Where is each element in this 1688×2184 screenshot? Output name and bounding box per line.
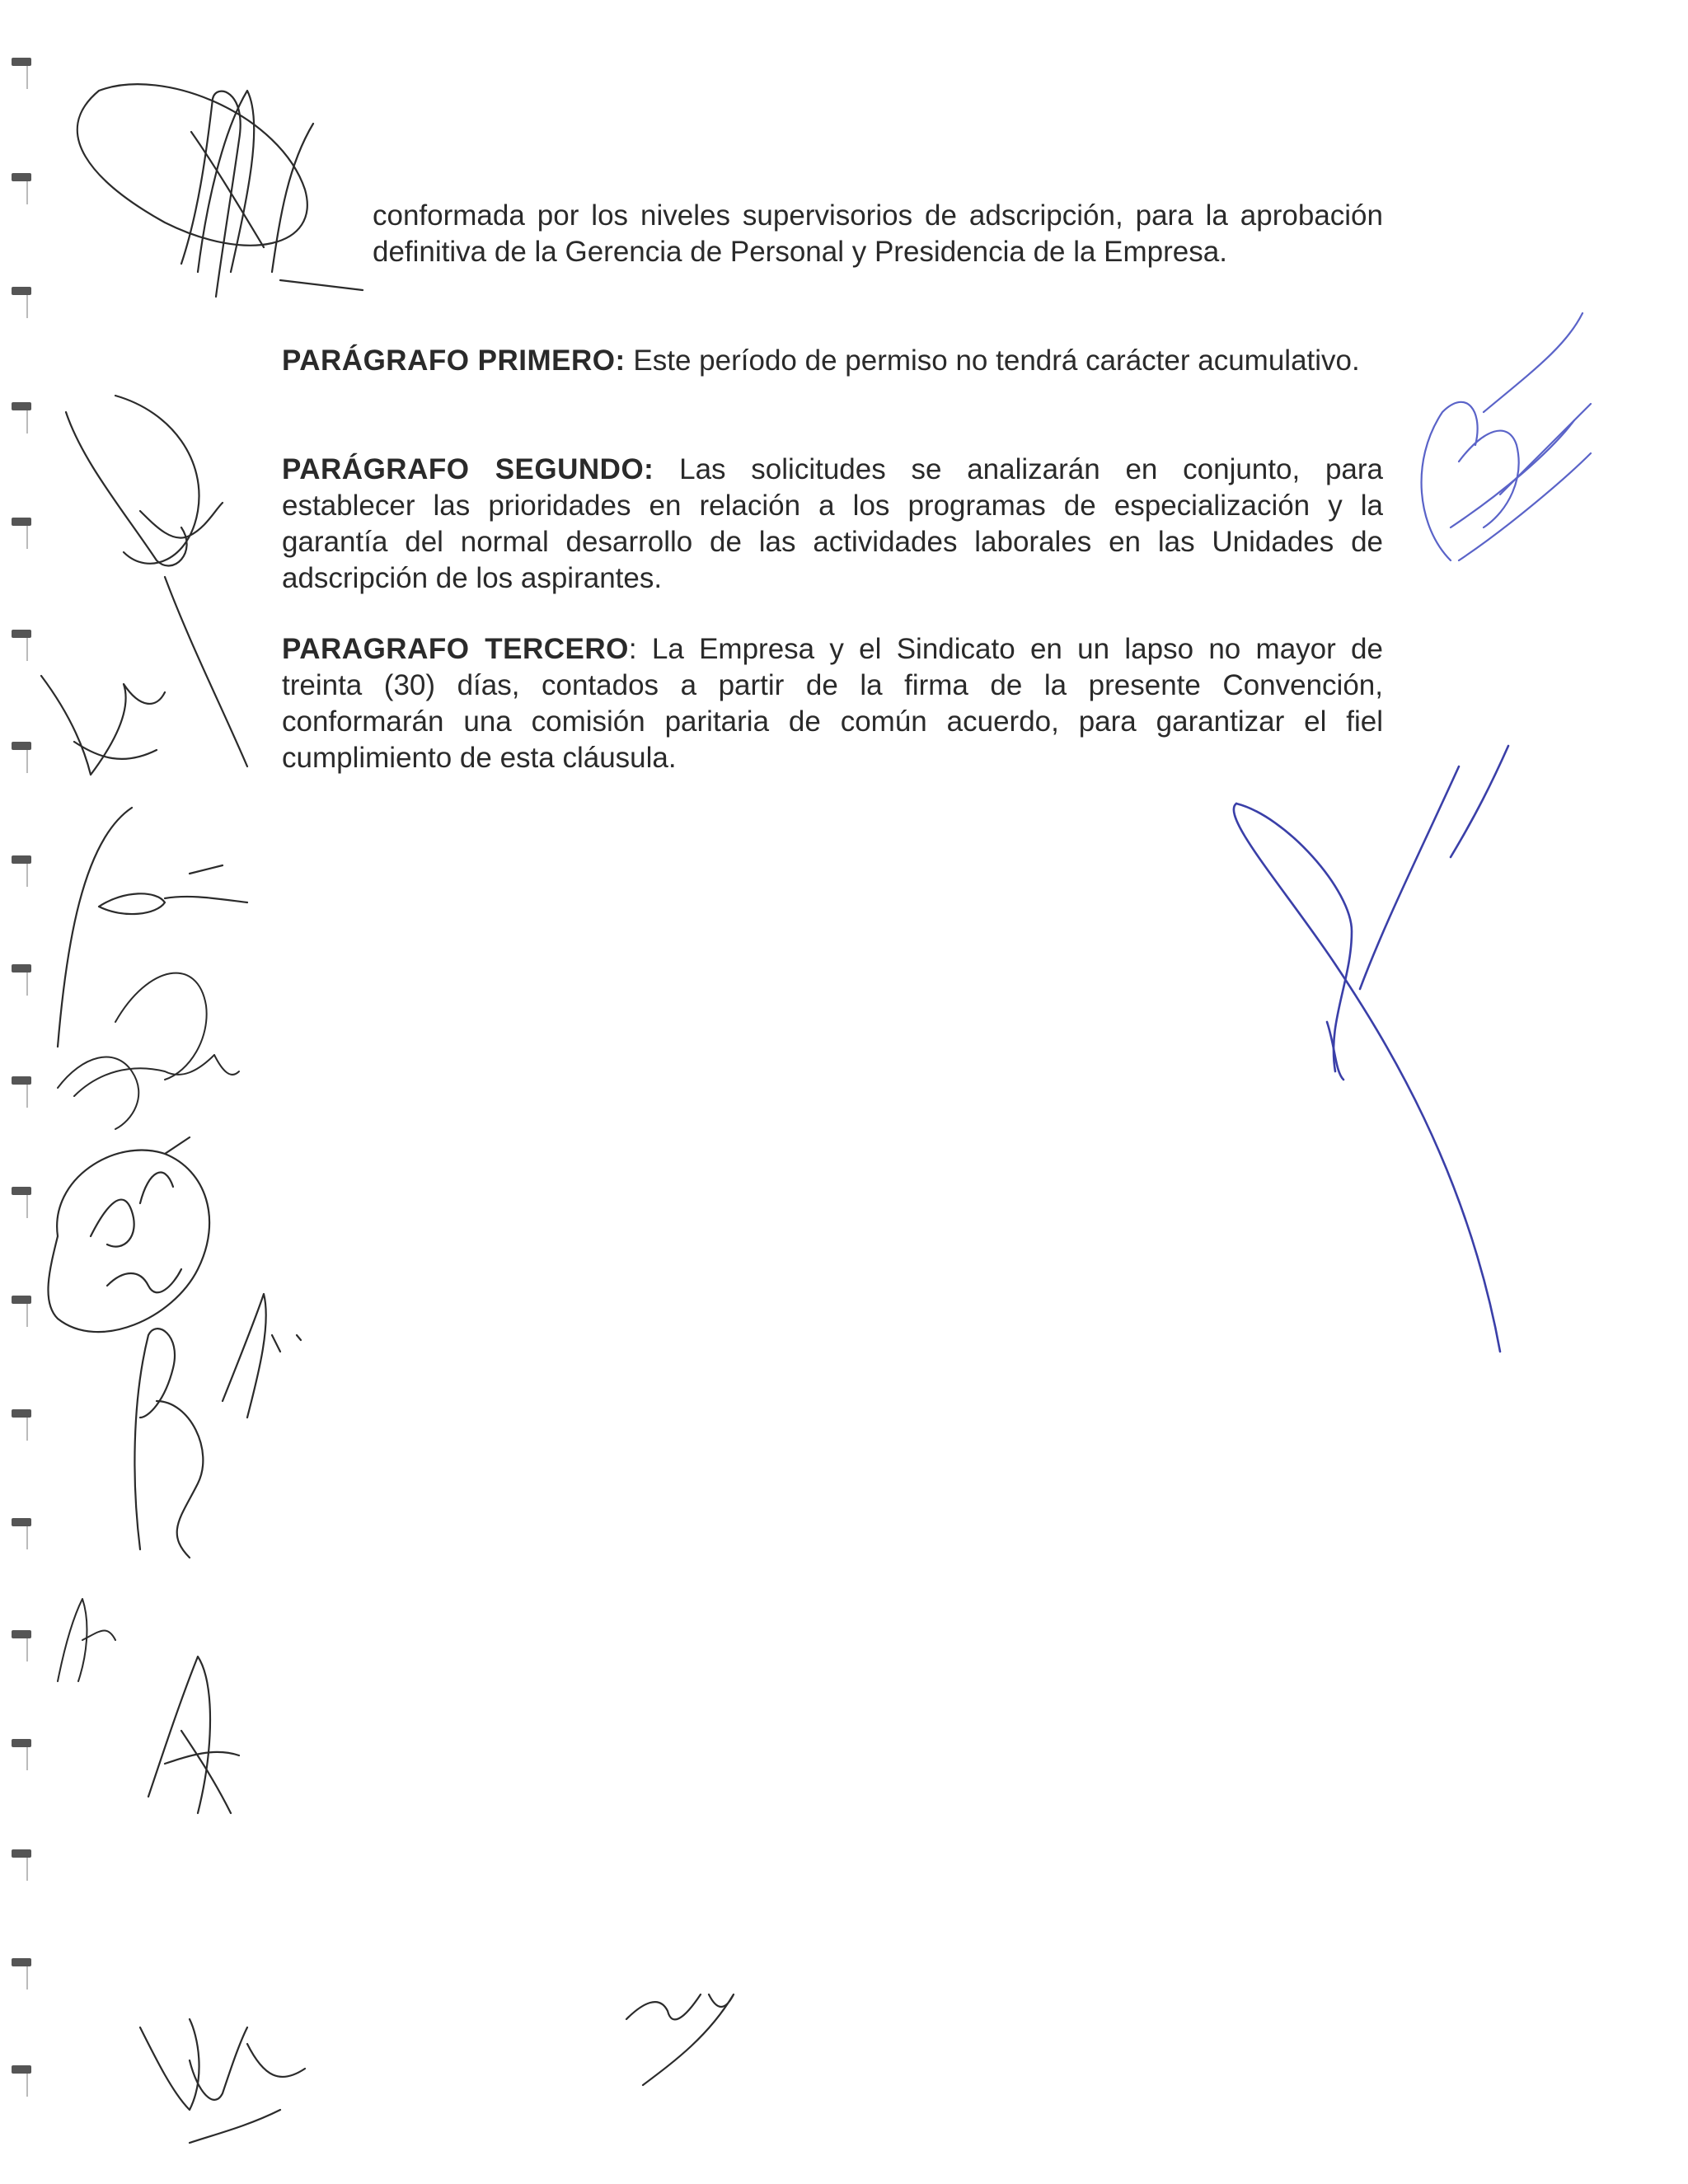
paragrafo-primero-heading: PARÁGRAFO PRIMERO: xyxy=(282,344,626,377)
binding-holes xyxy=(0,0,49,2184)
paragrafo-segundo-heading: PARÁGRAFO SEGUNDO: xyxy=(282,453,654,485)
binding-hole xyxy=(12,287,31,295)
binding-hole xyxy=(12,742,31,750)
signature-left-2 xyxy=(66,396,247,766)
binding-hole xyxy=(12,630,31,638)
binding-hole xyxy=(12,1958,31,1966)
paragrafo-tercero-heading: PARAGRAFO TERCERO xyxy=(282,633,629,665)
signature-left-9 xyxy=(148,1657,239,1813)
signature-left-7 xyxy=(134,1294,301,1558)
binding-hole xyxy=(12,855,31,864)
continuation-paragraph xyxy=(373,198,1383,270)
paragrafo-tercero xyxy=(282,631,1383,776)
binding-hole xyxy=(12,1739,31,1747)
paragrafo-primero xyxy=(282,343,1383,379)
paragrafo-segundo-body: Las solicitudes se analizarán en conjunto, para establecer las prioridades en relación a los programas de especialización y la garantía del normal desarrollo de las actividades laborales en las Unidades de adscripción de los aspirantes. xyxy=(282,453,1383,594)
binding-hole xyxy=(12,1409,31,1418)
paragrafo-primero-body: Este período de permiso no tendrá carácter acumulativo. xyxy=(633,344,1360,377)
binding-hole xyxy=(12,58,31,66)
binding-hole xyxy=(12,2065,31,2074)
binding-hole xyxy=(12,1849,31,1858)
paragrafo-segundo xyxy=(282,452,1383,597)
binding-hole xyxy=(12,173,31,181)
signature-left-6 xyxy=(48,1137,209,1332)
binding-hole xyxy=(12,1296,31,1304)
signature-left-3 xyxy=(41,676,165,775)
binding-hole xyxy=(12,1518,31,1526)
binding-hole xyxy=(12,402,31,410)
binding-hole xyxy=(12,964,31,972)
initials-bottom-center xyxy=(626,1994,734,2085)
signature-right-top xyxy=(1422,313,1591,560)
signature-left-5 xyxy=(58,973,239,1129)
binding-hole xyxy=(12,518,31,526)
binding-hole xyxy=(12,1187,31,1195)
signature-bottom-left xyxy=(140,2019,305,2143)
signature-left-8 xyxy=(58,1599,115,1681)
paragrafo-tercero-body: : La Empresa y el Sindicato en un lapso no mayor de treinta (30) días, contados a partir de la firma de la presente Convención, conformarán una comisión paritaria de común acuerdo, para garantizar el fiel cumplimiento de esta cláusula. xyxy=(282,633,1383,774)
binding-hole xyxy=(12,1076,31,1085)
signature-left-4 xyxy=(58,808,247,1047)
signature-right-large xyxy=(1234,746,1508,1352)
continuation-text: conformada por los niveles supervisorios de adscripción, para la aprobación definitiva de la Gerencia de Personal y Presidencia de la Empresa. xyxy=(373,199,1383,268)
binding-hole xyxy=(12,1630,31,1638)
signature-top-left xyxy=(77,84,363,297)
